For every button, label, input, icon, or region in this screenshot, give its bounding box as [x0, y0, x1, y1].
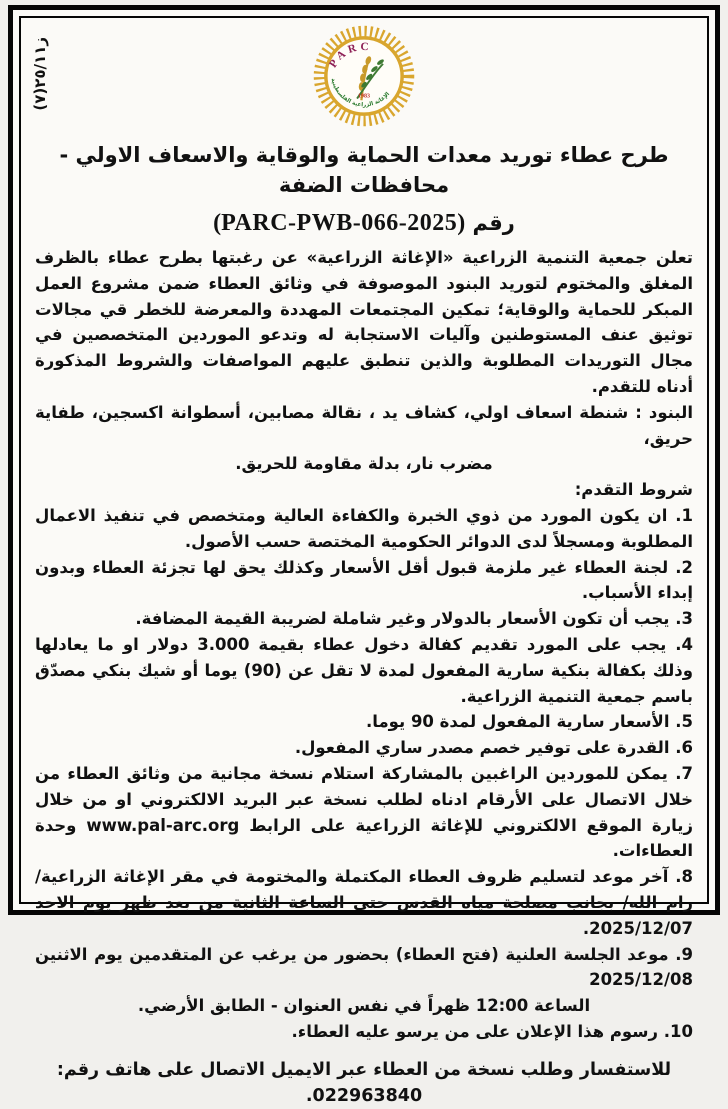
logo-arc-arabic-text: الإغاثة الزراعية الفلسطينية [329, 77, 392, 109]
page-outer-border [8, 5, 720, 1106]
tender-reference-line [35, 210, 693, 237]
announcement-body [35, 245, 693, 1109]
tender-title: طرح عطاء توريد معدات الحماية والوقاية والاسعاف الاولي - محافظات الضفة [59, 143, 669, 197]
condition-item: 10. رسوم هذا الإعلان على من يرسو عليه العطاء. [291, 1021, 693, 1041]
condition-item-continuation: الساعة 12:00 ظهراً في نفس العنوان - الطابق الأرضي. [137, 996, 591, 1016]
condition-item: 7. يمكن للموردين الراغبين بالمشاركة استلام نسخة مجانية من وثائق العطاء من خلال الاتصال على الأرقام ادناه لطلب نسخة عبر البريد الالكتروني او من خلال زيارة الموقع الالكتروني للإغاثة الزراعية على الرابط www.pal-arc.org وحدة العطاءات. [35, 763, 693, 861]
conditions-header: شروط التقدم: [574, 480, 693, 500]
intro-paragraph: تعلن جمعية التنمية الزراعية «الإغاثة الزراعية» عن رغبتها بطرح عطاء بالظرف المغلق والمختوم لتوريد البنود الموصوفة في وثائق العطاء ضمن مشروع العمل المبكر للحماية والوقاية؛ تمكين المجتمعات المهددة والمعرضة للخطر قي مجالات توثيق عنف المستوطنين وآليات الاستجابة له وتدعو الموردين المتخصصين في مجال التوريدات المطلوبة والذين تنطبق عليهم المواصفات والشروط المذكورة أدناه للتقدم. [35, 248, 693, 396]
reference-label: رقم [472, 211, 515, 235]
reference-number: (PARC-PWB-066-2025) [213, 210, 466, 236]
items-line-2: مضرب نار، بدلة مقاومة للحريق. [235, 454, 493, 474]
logo-year: 1983 [357, 93, 371, 100]
condition-item: 3. يجب أن تكون الأسعار بالدولار وغير شاملة لضريبة القيمة المضافة. [135, 609, 693, 629]
condition-item: 2. لجنة العطاء غير ملزمة قبول أقل الأسعار وكذلك يحق لها تجزئة العطاء وبدون إبداء الأسباب. [35, 557, 693, 603]
condition-item: 6. القدرة على توفير خصم مصدر ساري المفعول. [294, 738, 693, 758]
margin-reference-text: ز٢٥/١١(٧) [31, 37, 49, 111]
condition-item: 1. ان يكون المورد من ذوي الخبرة والكفاءة العالية ومتخصص في تنفيذ الاعمال المطلوبة ومسجلاً لدى الدوائر الحكومية المختصة حسب الأصول. [35, 505, 693, 551]
parc-sun-logo-icon [312, 24, 416, 128]
page-inner-border [19, 16, 709, 1106]
condition-item: 5. الأسعار سارية المفعول لمدة 90 يوما. [365, 712, 693, 732]
logo-acronym: PARC [327, 40, 373, 71]
parc-logo [35, 24, 693, 130]
condition-item: 4. يجب على المورد تقديم كفالة دخول عطاء بقيمة 3.000 دولار او ما يعادلها وذلك بكفالة بنكية سارية المفعول لمدة لا تقل عن (90) يوما أو شيك بنكي مصدّق باسم جمعية التنمية الزراعية. [35, 634, 694, 706]
items-line-1: البنود : شنطة اسعاف اولي، كشاف يد ، نقالة مصابين، أسطوانة اكسجين، طفاية حريق، [35, 402, 693, 448]
contact-footer: للاستفسار وطلب نسخة من العطاء عبر الايميل الاتصال على هاتف رقم: 022963840. [56, 1059, 672, 1106]
condition-item: 9. موعد الجلسة العلنية (فتح العطاء) بحضور من يرغب عن المتقدمين يوم الاثنين 2025/12/08 [35, 944, 693, 990]
condition-item: 8. آخر موعد لتسليم ظروف العطاء المكتملة والمختومة في مقر الإغاثة الزراعية/ رام الله/ بجانب مصلحة مياه القدس حتى الساعة الثانية من بعد ظهر يوم الاحد 2025/12/07. [35, 867, 693, 938]
